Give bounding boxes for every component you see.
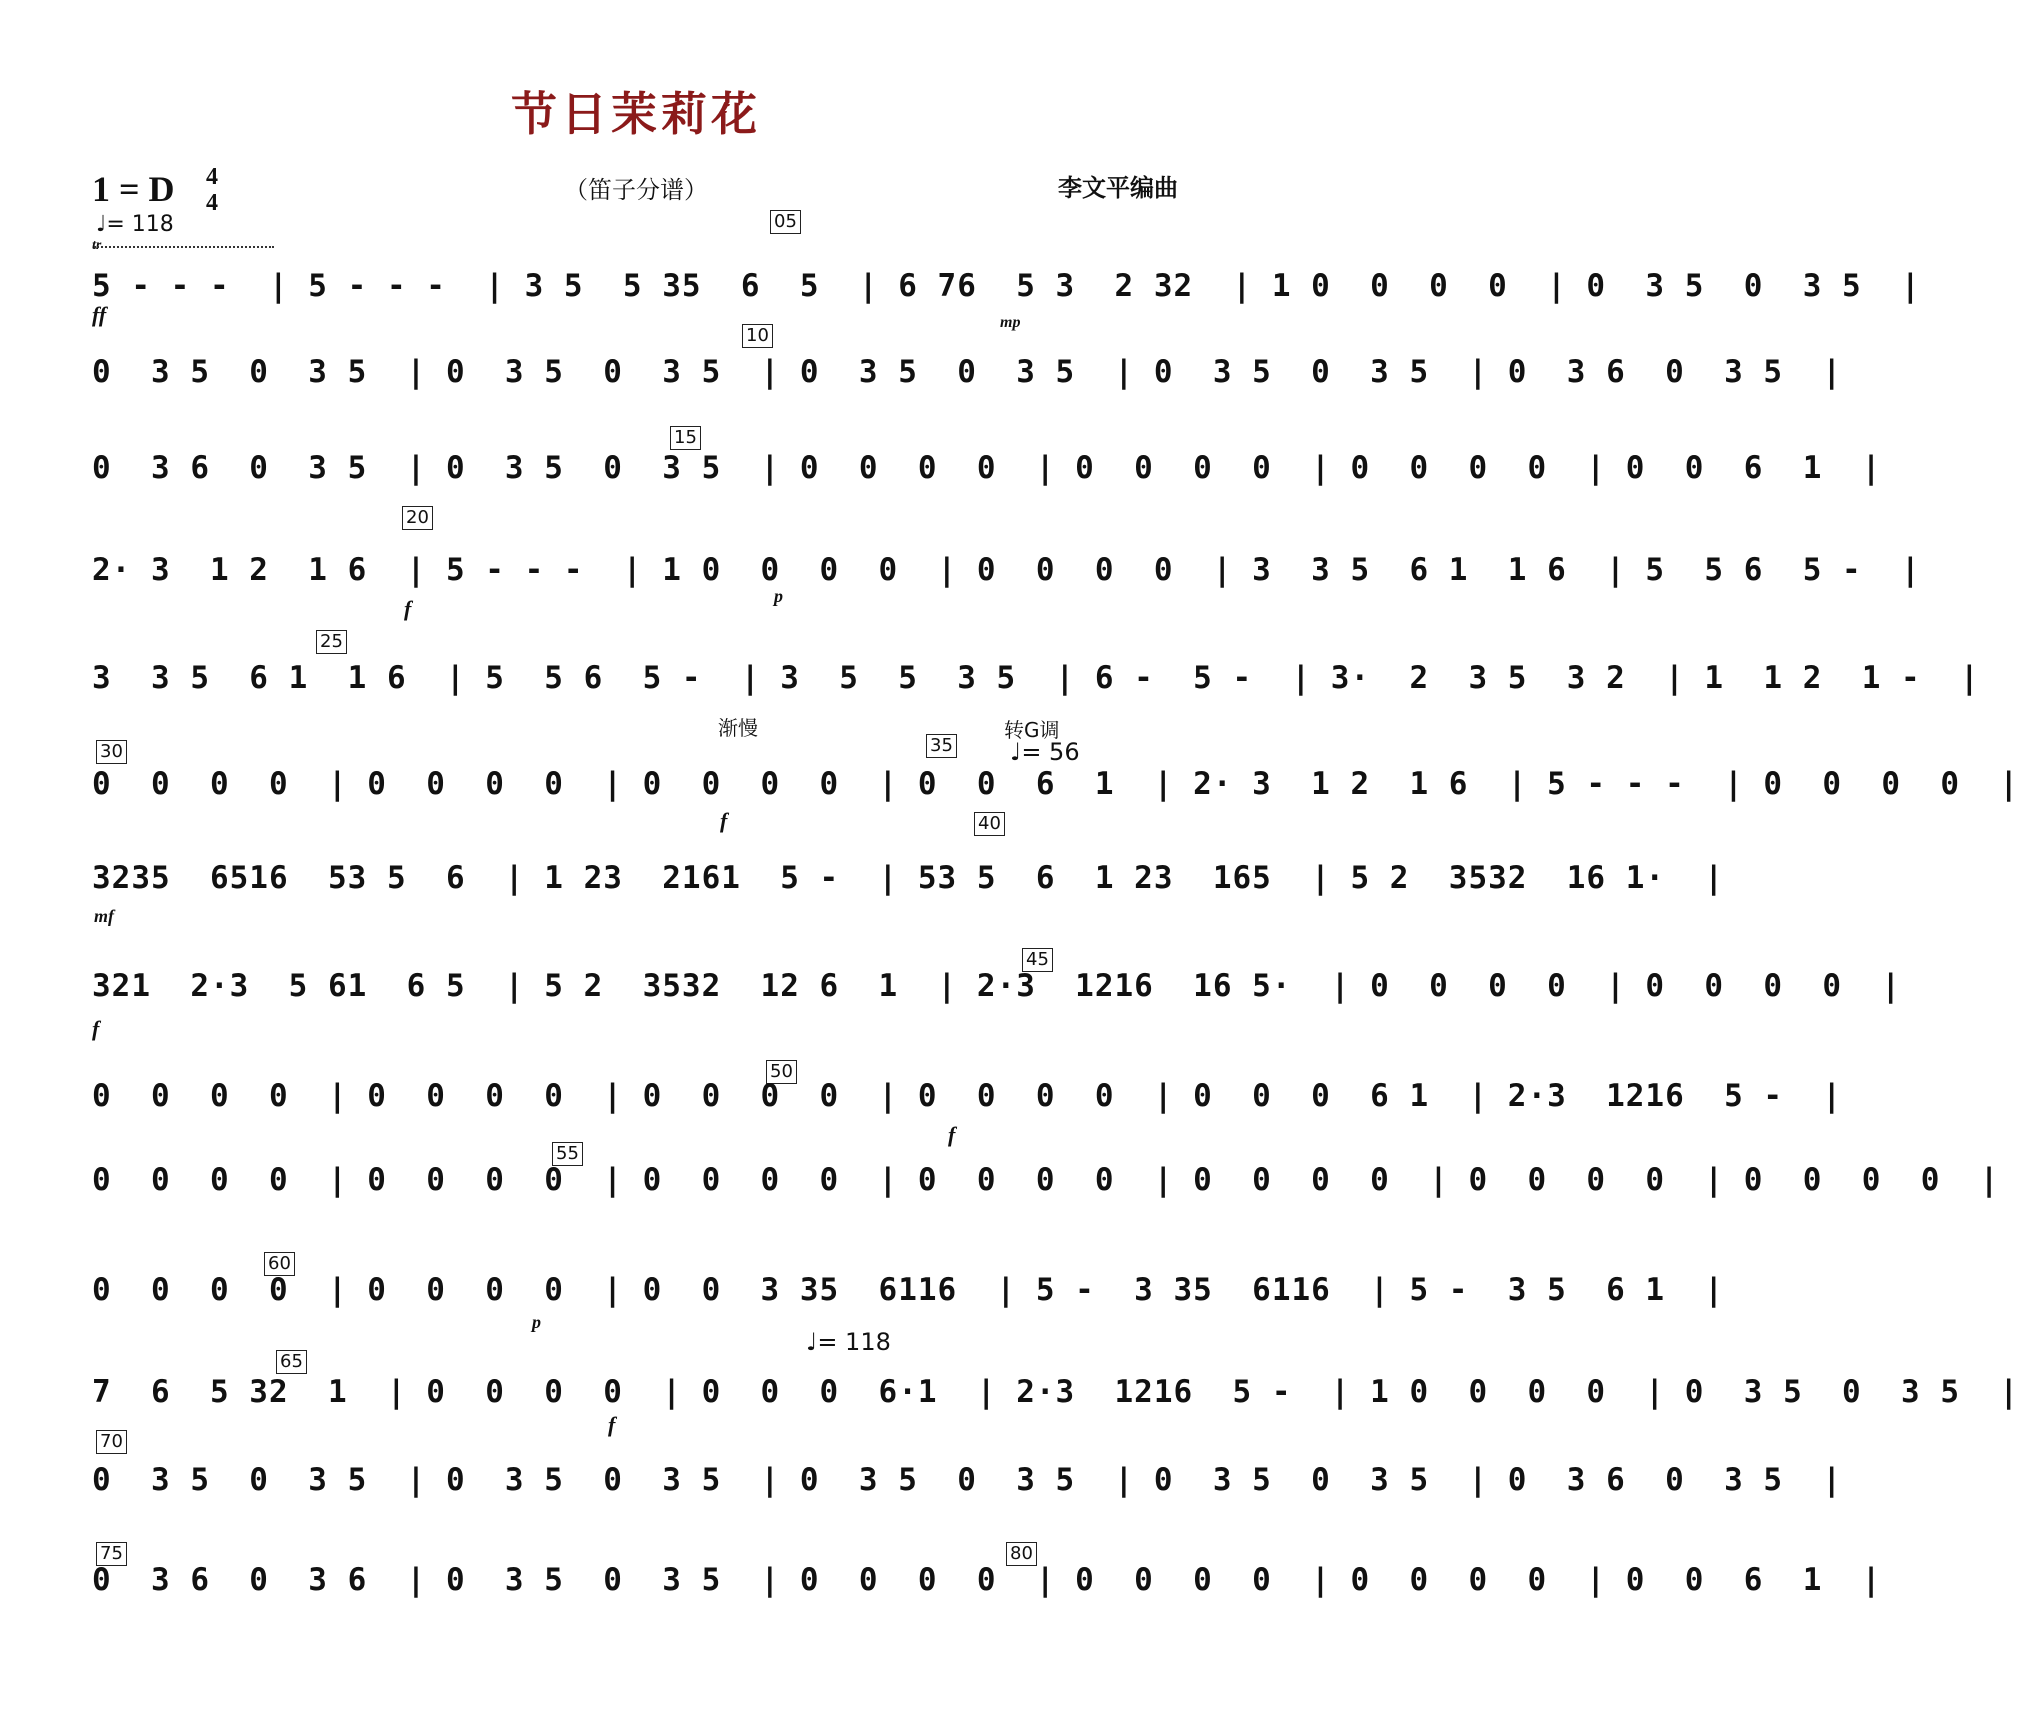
dynamic-mark: p — [532, 1312, 541, 1332]
measure-number: 45 — [1022, 948, 1053, 972]
notation-line — [92, 840, 1725, 910]
notation-line — [92, 640, 1980, 710]
notation-line — [92, 1354, 2019, 1424]
measure-number: 60 — [264, 1252, 295, 1276]
dynamic-mark: ff — [92, 302, 107, 327]
meter-bottom: 4 — [206, 190, 218, 216]
measure-number: 30 — [96, 740, 127, 764]
notation-line — [92, 430, 1882, 500]
notation-line-text: 5 - - - | 5 - - - | 3 5 5 35 6 5 | 6 76 5 3 2 32 | 1 0 0 0 0 | 0 3 5 0 3 5 | — [92, 268, 1921, 304]
notation-line-text: 0 0 0 0 | 0 0 0 0 | 0 0 3 35 6116 | 5 - 3 35 6116 | 5 - 3 5 6 1 | — [92, 1272, 1725, 1308]
composer-credit: 李文平编曲 — [1058, 174, 1178, 202]
meter-top: 4 — [206, 164, 218, 190]
notation-line — [92, 948, 1902, 1018]
measure-number: 75 — [96, 1542, 127, 1566]
notation-line — [92, 1252, 1725, 1322]
trill-mark: tr — [92, 238, 102, 253]
part-subtitle: （笛子分谱） — [564, 176, 708, 204]
tempo-marking: ♩= 118 — [96, 212, 174, 237]
measure-number: 05 — [770, 210, 801, 234]
measure-number: 80 — [1006, 1542, 1037, 1566]
measure-number: 70 — [96, 1430, 127, 1454]
measure-number: 10 — [742, 324, 773, 348]
measure-number: 55 — [552, 1142, 583, 1166]
notation-line-text: 0 3 6 0 3 5 | 0 3 5 0 3 5 | 0 0 0 0 | 0 0 0 0 | 0 0 0 0 | 0 0 6 1 | — [92, 450, 1882, 486]
key-signature: 1 = D — [92, 169, 175, 209]
notation-line-text: 3235 6516 53 5 6 | 1 23 2161 5 - | 53 5 6 1 23 165 | 5 2 3532 16 1· | — [92, 860, 1725, 896]
ritardando-mark: 渐慢 — [718, 716, 758, 740]
notation-line-text: 0 3 5 0 3 5 | 0 3 5 0 3 5 | 0 3 5 0 3 5 | 0 3 5 0 3 5 | 0 3 6 0 3 5 | — [92, 354, 1843, 390]
notation-line — [92, 248, 1921, 318]
notation-line-text: 0 3 5 0 3 5 | 0 3 5 0 3 5 | 0 3 5 0 3 5 | 0 3 5 0 3 5 | 0 3 6 0 3 5 | — [92, 1462, 1843, 1498]
dynamic-mark: f — [948, 1122, 956, 1147]
dynamic-mark: f — [404, 596, 412, 621]
notation-line-text: 0 0 0 0 | 0 0 0 0 | 0 0 0 0 | 0 0 6 1 | 2· 3 1 2 1 6 | 5 - - - | 0 0 0 0 | — [92, 766, 2019, 802]
notation-line-text: 3 3 5 6 1 1 6 | 5 5 6 5 - | 3 5 5 3 5 | 6 - 5 - | 3· 2 3 5 3 2 | 1 1 2 1 - | — [92, 660, 1980, 696]
dynamic-mark: f — [608, 1412, 616, 1437]
notation-line-text: 0 0 0 0 | 0 0 0 0 | 0 0 0 0 | 0 0 0 0 | 0 0 0 0 | 0 0 0 0 | 0 0 0 0 | — [92, 1162, 2000, 1198]
notation-line — [92, 1442, 1843, 1512]
notation-line — [92, 1542, 1882, 1612]
dynamic-mark: mp — [1000, 314, 1021, 331]
dynamic-mark: f — [92, 1016, 100, 1041]
notation-line — [92, 746, 2019, 816]
tempo-change-marking: ♩= 56 — [1010, 738, 1080, 766]
page-title: 节日茉莉花 — [511, 87, 761, 141]
measure-number: 15 — [670, 426, 701, 450]
notation-line — [92, 1058, 1843, 1128]
dynamic-mark: mf — [94, 906, 114, 926]
tempo-return-marking: ♩= 118 — [806, 1328, 891, 1356]
notation-line-text: 0 3 6 0 3 6 | 0 3 5 0 3 5 | 0 0 0 0 | 0 0 0 0 | 0 0 0 0 | 0 0 6 1 | — [92, 1562, 1882, 1598]
time-signature — [206, 164, 218, 216]
measure-number: 35 — [926, 734, 957, 758]
measure-number: 25 — [316, 630, 347, 654]
notation-line-text: 321 2·3 5 61 6 5 | 5 2 3532 12 6 1 | 2·3 1216 16 5· | 0 0 0 0 | 0 0 0 0 | — [92, 968, 1902, 1004]
measure-number: 50 — [766, 1060, 797, 1084]
notation-line-text: 0 0 0 0 | 0 0 0 0 | 0 0 0 0 | 0 0 0 0 | 0 0 0 6 1 | 2·3 1216 5 - | — [92, 1078, 1843, 1114]
dynamic-mark: f — [720, 808, 728, 833]
notation-line — [92, 334, 1843, 404]
measure-number: 40 — [974, 812, 1005, 836]
notation-line-text: 2· 3 1 2 1 6 | 5 - - - | 1 0 0 0 0 | 0 0 0 0 | 3 3 5 6 1 1 6 | 5 5 6 5 - | — [92, 552, 1921, 588]
key-change-mark: 转G调 — [1004, 718, 1060, 742]
measure-number: 20 — [402, 506, 433, 530]
notation-line — [92, 1142, 2000, 1212]
notation-line — [92, 532, 1921, 602]
dynamic-mark: p — [774, 586, 783, 606]
measure-number: 65 — [276, 1350, 307, 1374]
notation-line-text: 7 6 5 32 1 | 0 0 0 0 | 0 0 0 6·1 | 2·3 1216 5 - | 1 0 0 0 0 | 0 3 5 0 3 5 | — [92, 1374, 2019, 1410]
